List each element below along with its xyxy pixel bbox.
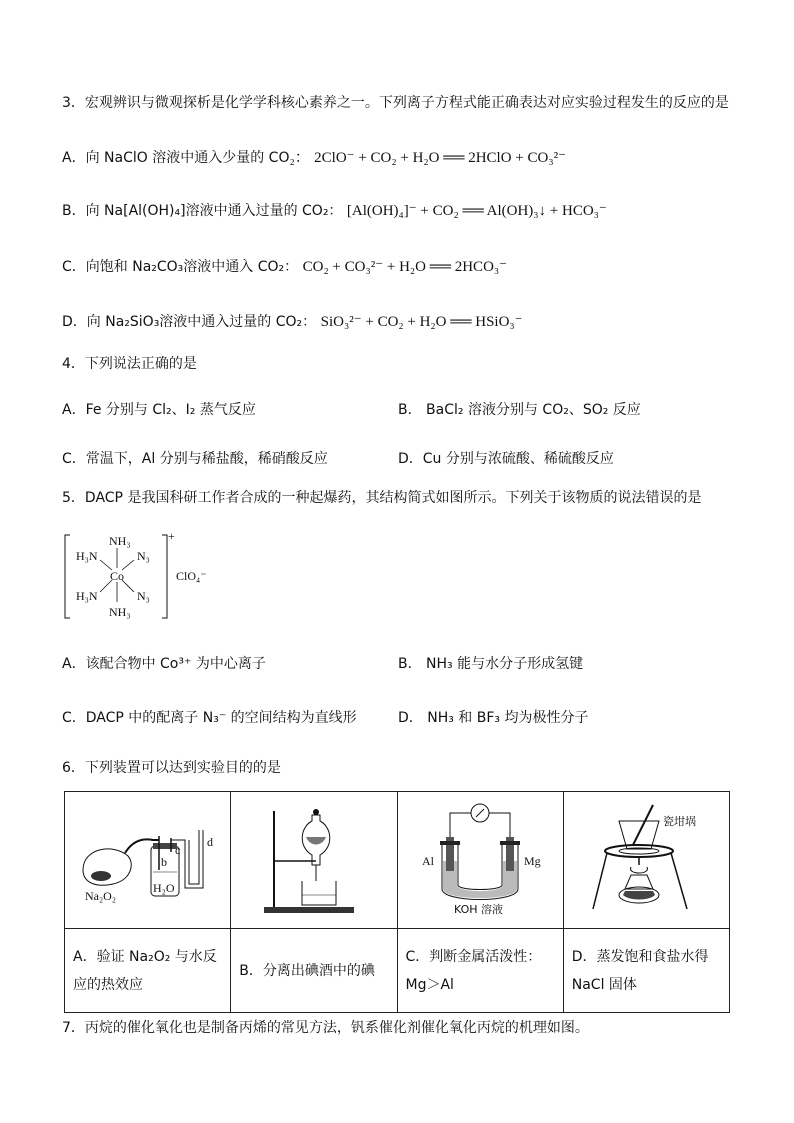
q6-figure-b-cell (231, 792, 397, 929)
q6-caption-d-line2: NaCl 固体 (571, 976, 637, 993)
struct-h3n-left-bottom: H₃N (76, 589, 98, 603)
q5-option-c: C．DACP 中的配离子 N₃⁻ 的空间结构为直线形 (62, 710, 357, 726)
fig-a-label-c: c (174, 843, 180, 857)
struct-h3n-left-top: H₃N (76, 549, 98, 563)
q5-stem: 5．DACP 是我国科研工作者合成的一种起爆药，其结构简式如图所示。下列关于该物质的说法错误的是 (62, 490, 702, 506)
fig-a-label-d: d (206, 835, 213, 849)
fig-a-label-na2o2: Na₂O₂ (84, 889, 116, 903)
q6-apparatus-table (64, 791, 730, 1013)
q6-caption-a: A．验证 Na₂O₂ 与水反应的热效应 (65, 929, 231, 1013)
q3-option-a (62, 146, 566, 167)
q6-stem: 6．下列装置可以达到实验目的的是 (62, 760, 281, 776)
q6-caption-c-line2: Mg＞Al (405, 976, 454, 993)
q6-caption-b: B．分离出碘酒中的碘 (231, 929, 397, 1013)
q3-option-a-equation: 2ClO⁻ + CO₂ + H₂O ══ 2HClO + CO₃²⁻ (314, 150, 566, 166)
fig-c-label-al: Al (422, 853, 435, 868)
struct-anion: ClO₄⁻ (176, 569, 207, 583)
q6-figure-d-cell (563, 792, 729, 929)
q6-figure-a-cell (65, 792, 231, 929)
q3-option-c-equation: CO₂ + CO₃²⁻ + H₂O ══ 2HCO₃⁻ (302, 259, 508, 275)
q4-option-a: A．Fe 分别与 Cl₂、I₂ 蒸气反应 (62, 402, 256, 418)
q4-option-d: D．Cu 分别与浓硫酸、稀硫酸反应 (398, 451, 614, 467)
struct-charge: + (168, 530, 175, 543)
q3-option-c (62, 256, 507, 276)
q3-option-b-text: B．向 Na[Al(OH)₄]溶液中通入过量的 CO₂： (62, 203, 343, 219)
q6-figure-c-cell (397, 792, 563, 929)
q5-option-a: A．该配合物中 Co³⁺ 为中心离子 (62, 656, 266, 672)
q4-option-c: C．常温下，Al 分别与稀盐酸，稀硝酸反应 (62, 451, 328, 467)
q6-figure-b-svg (254, 801, 374, 916)
q6-figure-c-svg (410, 801, 550, 916)
q3-option-b-equation: [Al(OH)₄]⁻ + CO₂ ══ Al(OH)₃↓ + HCO₃⁻ (346, 203, 607, 219)
q3-stem: 3．宏观辨识与微观探析是化学学科核心素养之一。下列离子方程式能正确表达对应实验过程发生的反应的是 (62, 95, 729, 111)
q4-stem: 4．下列说法正确的是 (62, 356, 197, 372)
q3-option-d-equation: SiO₃²⁻ + CO₂ + H₂O ══ HSiO₃⁻ (320, 314, 523, 330)
q3-option-c-text: C．向饱和 Na₂CO₃溶液中通入 CO₂： (62, 259, 299, 275)
struct-co-center: Co (110, 569, 125, 583)
q5-option-b: B． NH₃ 能与水分子形成氢键 (398, 656, 584, 672)
dacp-structure-svg (62, 530, 222, 625)
struct-nh3-bottom: NH₃ (109, 605, 131, 619)
q6-figure-d-svg (571, 801, 721, 916)
q3-option-d-text: D．向 Na₂SiO₃溶液中通入过量的 CO₂： (62, 314, 317, 330)
q7-stem: 7．丙烷的催化氧化也是制备丙烯的常见方法，钒系催化剂催化氧化丙烷的机理如图。 (62, 1020, 589, 1036)
dacp-structure-figure (62, 530, 222, 625)
q3-option-a-text: A．向 NaClO 溶液中通入少量的 CO (62, 150, 290, 166)
q3-option-a-sep: ₂： (289, 150, 310, 166)
q3-option-b (62, 200, 607, 220)
fig-a-label-h2o: H₂O (152, 881, 175, 895)
q5-option-d: D． NH₃ 和 BF₃ 均为极性分子 (398, 710, 589, 726)
q4-option-b: B． BaCl₂ 溶液分别与 CO₂、SO₂ 反应 (398, 402, 641, 418)
fig-c-label-koh: KOH 溶液 (454, 902, 504, 916)
q6-caption-row (65, 929, 730, 1013)
fig-a-label-b: b (160, 855, 167, 869)
struct-nh3-top: NH₃ (109, 534, 131, 548)
q6-figure-row (65, 792, 730, 929)
struct-n3-right-top: N₃ (137, 549, 150, 563)
q3-option-d (62, 311, 523, 331)
fig-d-label-crucible: 瓷坩埚 (663, 814, 697, 828)
struct-n3-right-bottom: N₃ (137, 589, 150, 603)
q6-caption-d-line1: D．蒸发饱和食盐水得 (571, 948, 709, 965)
fig-c-label-mg: Mg (524, 853, 541, 868)
q6-caption-c-line1: C．判断金属活泼性： (405, 948, 542, 965)
q6-figure-a-svg (73, 808, 223, 908)
q6-caption-d (563, 929, 729, 1013)
q6-caption-c (397, 929, 563, 1013)
